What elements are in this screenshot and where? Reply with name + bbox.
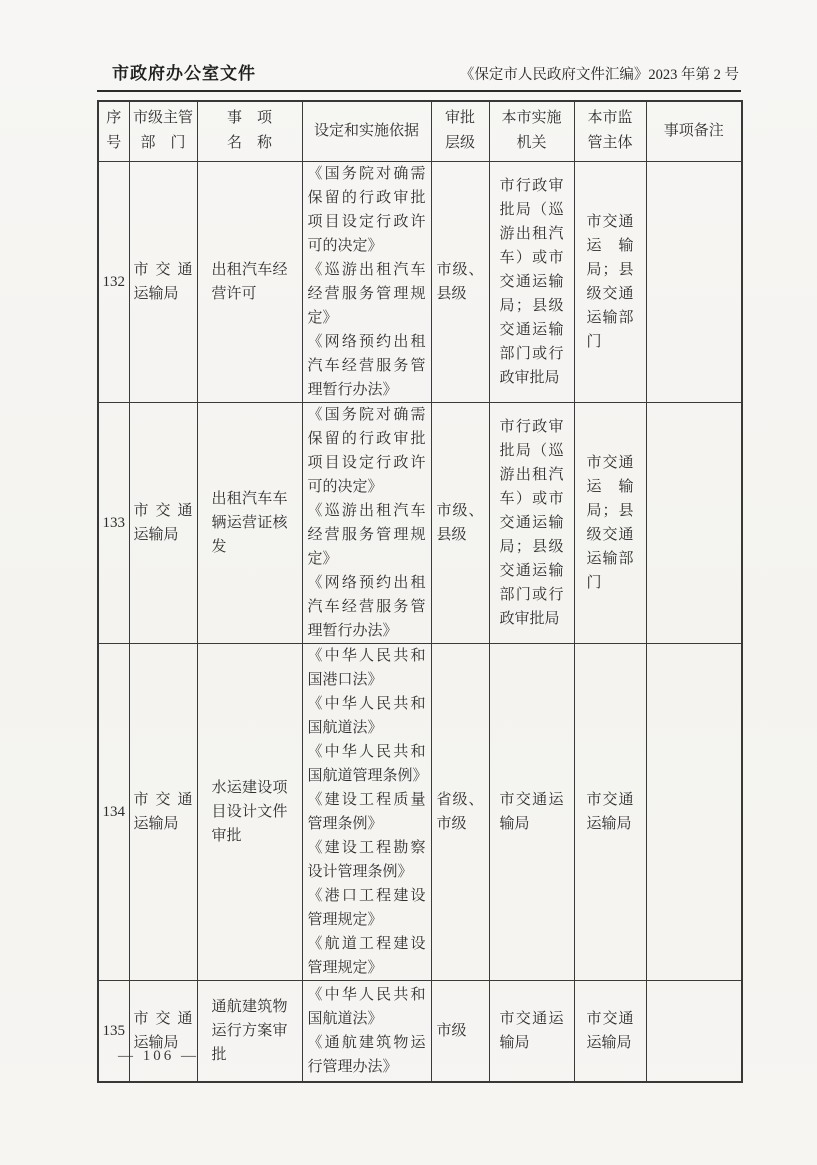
law-reference: 《网络预约出租汽车经营服务管理暂行办法》 xyxy=(307,333,426,398)
table-row xyxy=(98,643,742,980)
cell-note xyxy=(646,980,742,1082)
table-row xyxy=(98,161,742,402)
law-reference: 《中华人民共和国航道管理条例》 xyxy=(307,743,428,784)
col-header-name xyxy=(197,101,302,161)
cell-approval-level-text: 市级、县级 xyxy=(436,502,484,543)
cell-item-name-text: 出租汽车车辆运营证核发 xyxy=(211,490,288,555)
cell-basis xyxy=(302,402,431,643)
cell-approval-level xyxy=(431,980,489,1082)
col-header-line: 名 称 xyxy=(226,135,272,152)
col-header-dept xyxy=(129,101,197,161)
col-header-line: 号 xyxy=(106,135,122,152)
cell-approval-level xyxy=(431,643,489,980)
header-rule xyxy=(97,90,741,92)
col-header-line: 设定和实施依据 xyxy=(313,122,419,139)
table-row xyxy=(98,402,742,643)
table-header-row xyxy=(98,101,742,161)
cell-implementing-agency xyxy=(489,161,574,402)
col-header-line: 管主体 xyxy=(587,135,633,152)
cell-supervising-body-text: 市交通运输局 xyxy=(586,1010,634,1051)
cell-approval-level xyxy=(431,161,489,402)
page-number: — 106 — xyxy=(118,1048,199,1064)
cell-implementing-agency-text: 市交通运输局 xyxy=(499,791,564,832)
approval-items-table xyxy=(97,100,743,1083)
law-reference: 《巡游出租汽车经营服务管理规定》 xyxy=(307,502,426,567)
cell-item-name xyxy=(197,161,302,402)
cell-implementing-agency-text: 市行政审批局（巡游出租汽车）或市交通运输局；县级交通运输部门或行政审批局 xyxy=(499,418,564,627)
cell-approval-level-text: 省级、市级 xyxy=(436,791,484,832)
cell-supervising-body xyxy=(574,161,646,402)
cell-supervising-body-text: 市交通运输局；县级交通运输部门 xyxy=(586,454,634,591)
col-header-level xyxy=(431,101,489,161)
law-reference: 《通航建筑物运行管理办法》 xyxy=(307,1034,426,1075)
cell-no: 133 xyxy=(98,402,129,643)
cell-basis xyxy=(302,980,431,1082)
law-reference: 《建设工程质量管理条例》 xyxy=(307,791,426,832)
cell-implementing-agency-text: 市交通运输局 xyxy=(499,1010,564,1051)
cell-approval-level-text: 市级 xyxy=(436,1022,467,1039)
law-reference: 《港口工程建设管理规定》 xyxy=(307,887,426,928)
cell-dept xyxy=(129,402,197,643)
cell-supervising-body-text: 市交通运输局 xyxy=(586,791,634,832)
col-header-line: 部 门 xyxy=(140,135,186,152)
law-reference: 《中华人民共和国航道法》 xyxy=(307,695,426,736)
law-reference: 《国务院对确需保留的行政审批项目设定行政许可的决定》 xyxy=(307,165,426,254)
cell-note xyxy=(646,643,742,980)
cell-item-name xyxy=(197,980,302,1082)
col-header-line: 机关 xyxy=(516,135,547,152)
cell-dept-text: 市交通运输局 xyxy=(133,502,193,543)
cell-dept-text: 市交通运输局 xyxy=(133,1010,193,1051)
table-row xyxy=(98,980,742,1082)
law-reference: 《中华人民共和国航道法》 xyxy=(307,986,426,1027)
cell-no: 135 xyxy=(98,980,129,1082)
col-header-line: 本市实施 xyxy=(501,110,562,127)
law-reference: 《航道工程建设管理规定》 xyxy=(307,935,426,976)
doc-header-left-title: 市政府办公室文件 xyxy=(112,64,256,83)
cell-basis xyxy=(302,161,431,402)
cell-approval-level xyxy=(431,402,489,643)
cell-implementing-agency xyxy=(489,643,574,980)
law-reference: 《网络预约出租汽车经营服务管理暂行办法》 xyxy=(307,574,426,639)
cell-note xyxy=(646,161,742,402)
cell-implementing-agency xyxy=(489,402,574,643)
col-header-line: 本市监 xyxy=(587,110,633,127)
col-header-line: 市级主管 xyxy=(132,110,193,127)
cell-supervising-body xyxy=(574,643,646,980)
cell-dept xyxy=(129,980,197,1082)
cell-basis xyxy=(302,643,431,980)
law-reference: 《巡游出租汽车经营服务管理规定》 xyxy=(307,261,426,326)
cell-supervising-body xyxy=(574,402,646,643)
col-header-note xyxy=(646,101,742,161)
cell-supervising-body-text: 市交通运输局；县级交通运输部门 xyxy=(586,213,634,350)
law-reference: 《建设工程勘察设计管理条例》 xyxy=(307,839,426,880)
cell-dept xyxy=(129,643,197,980)
cell-item-name xyxy=(197,402,302,643)
col-header-line: 事 项 xyxy=(226,110,272,127)
col-header-line: 事项备注 xyxy=(663,122,724,139)
cell-note xyxy=(646,402,742,643)
cell-item-name xyxy=(197,643,302,980)
col-header-line: 层级 xyxy=(444,135,475,152)
col-header-line: 序 xyxy=(106,110,122,127)
col-header-sup xyxy=(574,101,646,161)
law-reference: 《国务院对确需保留的行政审批项目设定行政许可的决定》 xyxy=(307,406,426,495)
col-header-line: 审批 xyxy=(444,110,475,127)
cell-implementing-agency-text: 市行政审批局（巡游出租汽车）或市交通运输局；县级交通运输部门或行政审批局 xyxy=(499,177,564,386)
cell-dept xyxy=(129,161,197,402)
cell-implementing-agency xyxy=(489,980,574,1082)
cell-item-name-text: 水运建设项目设计文件审批 xyxy=(211,779,288,844)
cell-approval-level-text: 市级、县级 xyxy=(436,261,484,302)
cell-no: 134 xyxy=(98,643,129,980)
cell-item-name-text: 出租汽车经营许可 xyxy=(211,261,288,302)
col-header-impl xyxy=(489,101,574,161)
col-header-no xyxy=(98,101,129,161)
law-reference: 《中华人民共和国港口法》 xyxy=(307,647,426,688)
col-header-basis xyxy=(302,101,431,161)
doc-header-right-title: 《保定市人民政府文件汇编》2023 年第 2 号 xyxy=(459,67,739,83)
cell-dept-text: 市交通运输局 xyxy=(133,261,193,302)
cell-supervising-body xyxy=(574,980,646,1082)
cell-dept-text: 市交通运输局 xyxy=(133,791,193,832)
cell-item-name-text: 通航建筑物运行方案审批 xyxy=(211,998,288,1063)
cell-no: 132 xyxy=(98,161,129,402)
